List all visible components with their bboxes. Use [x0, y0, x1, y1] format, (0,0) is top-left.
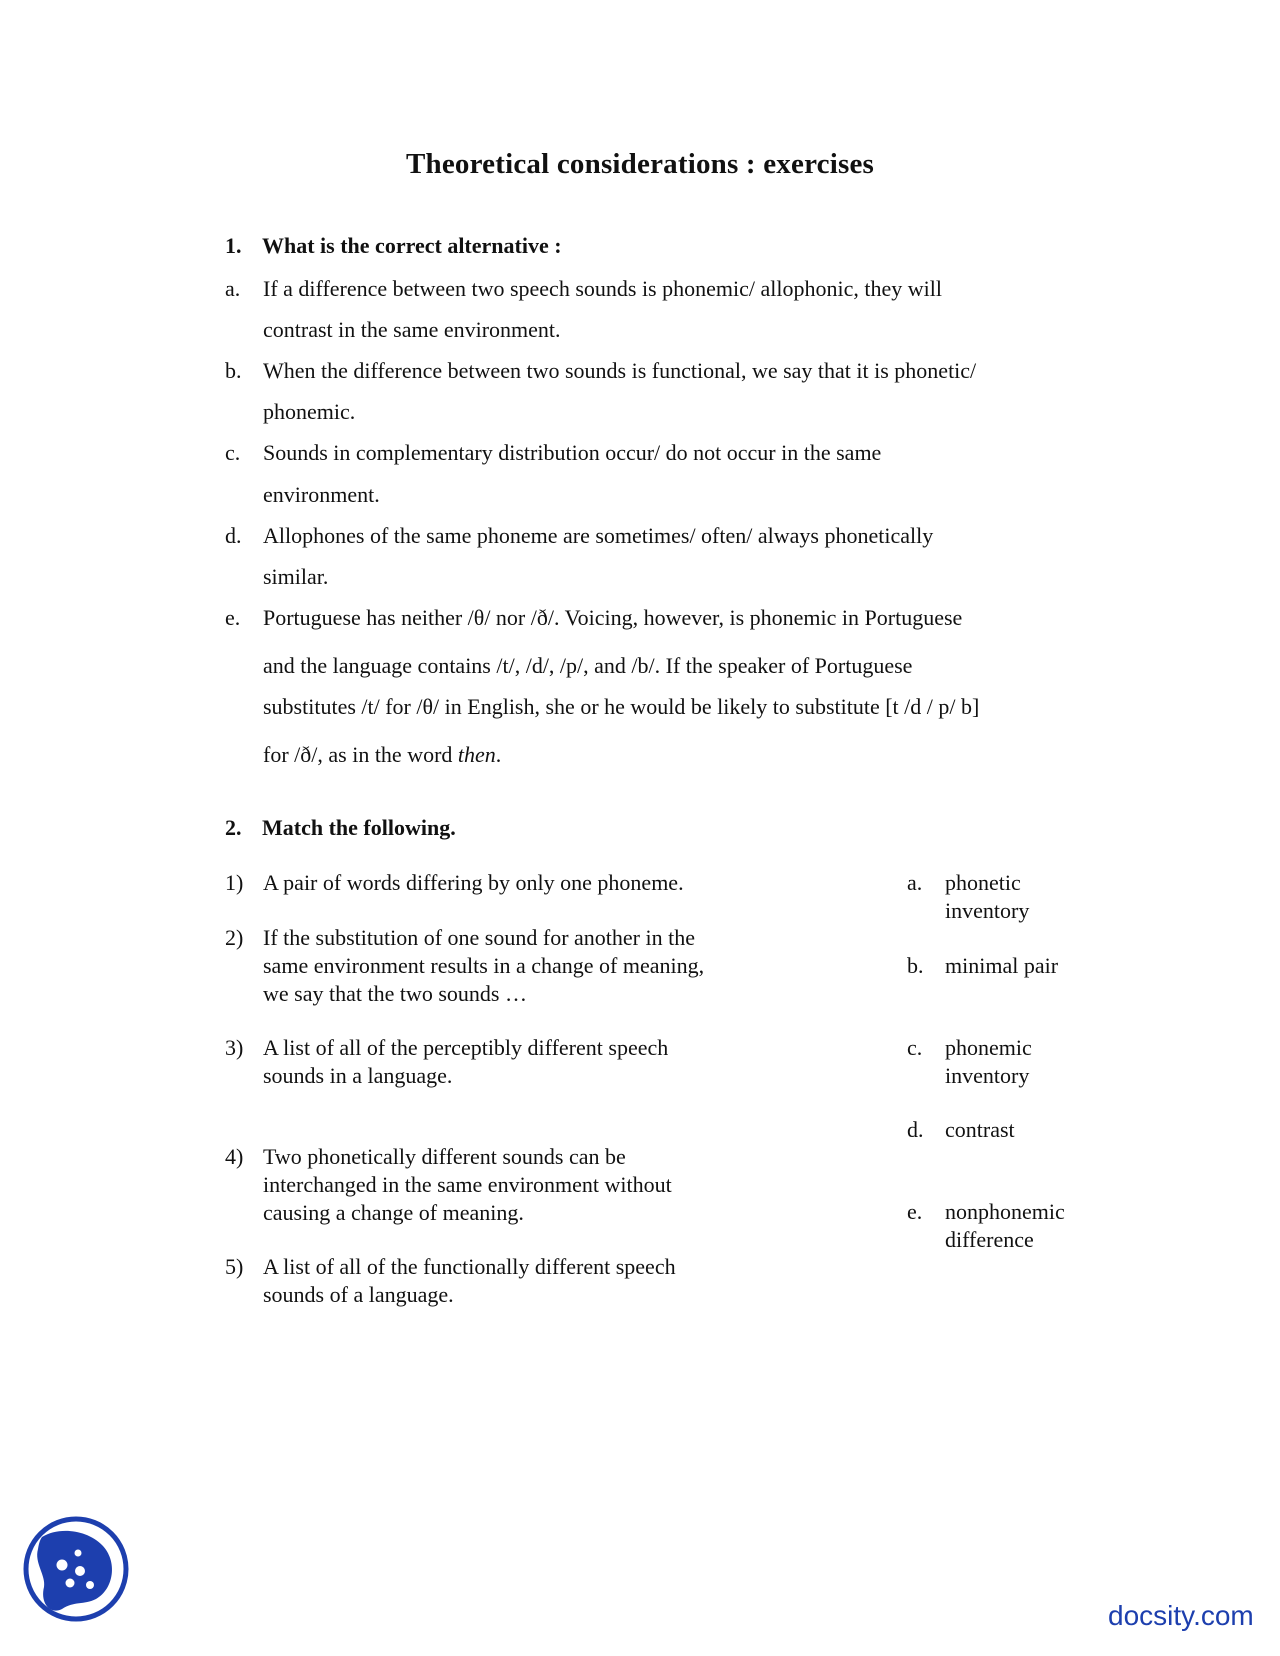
- match-item-1-number: 1): [225, 870, 244, 895]
- question-a-line-1: If a difference between two speech sounds is phonemic/ allophonic, they will: [263, 276, 942, 301]
- match-item-1-line-1: A pair of words differing by only one phoneme.: [263, 870, 684, 895]
- match-option-d-letter: d.: [907, 1117, 924, 1142]
- question-e-line-4: [263, 734, 501, 776]
- match-option-d-line-1: contrast: [945, 1117, 1015, 1142]
- question-a-line-2: contrast in the same environment.: [263, 317, 561, 342]
- question-e-line-4-text: for /ð/, as in the word: [263, 742, 458, 767]
- match-option-b-line-1: minimal pair: [945, 953, 1059, 978]
- question-b-letter: b.: [225, 358, 242, 383]
- docsity-brand-link[interactable]: docsity.com: [1108, 1600, 1254, 1631]
- match-option-e-letter: e.: [907, 1199, 923, 1224]
- match-item-3-number: 3): [225, 1035, 244, 1060]
- match-item-2-line-3: we say that the two sounds …: [263, 981, 527, 1006]
- match-option-b-letter: b.: [907, 953, 924, 978]
- match-item-5-line-1: A list of all of the functionally different speech: [263, 1254, 676, 1279]
- docsity-logo-icon[interactable]: [22, 1515, 130, 1623]
- match-item-5-line-2: sounds of a language.: [263, 1282, 454, 1307]
- question-d-line-2: similar.: [263, 564, 329, 589]
- question-e-line-3: substitutes /t/ for /θ/ in English, she or he would be likely to substitute [t /d / p/ b]: [263, 694, 980, 719]
- match-option-c-letter: c.: [907, 1035, 923, 1060]
- match-item-2-line-1: If the substitution of one sound for another in the: [263, 925, 695, 950]
- section-2-heading: [225, 815, 456, 841]
- section-1-number: 1.: [225, 233, 242, 258]
- match-option-e-line-2: difference: [945, 1227, 1034, 1252]
- section-1-heading: [225, 233, 562, 259]
- question-e-line-1: Portuguese has neither /θ/ nor /ð/. Voicing, however, is phonemic in Portuguese: [263, 605, 963, 630]
- question-d-line-1: Allophones of the same phoneme are sometimes/ often/ always phonetically: [263, 523, 934, 548]
- match-item-4-number: 4): [225, 1144, 244, 1169]
- match-item-4-line-2: interchanged in the same environment without: [263, 1172, 672, 1197]
- question-e-italic-word: then: [457, 742, 496, 767]
- match-option-a-letter: a.: [907, 870, 923, 895]
- question-d-letter: d.: [225, 523, 242, 548]
- match-item-3-line-1: A list of all of the perceptibly different speech: [263, 1035, 669, 1060]
- question-a-letter: a.: [225, 276, 241, 301]
- match-option-c-line-1: phonemic: [945, 1035, 1032, 1060]
- match-item-3-line-2: sounds in a language.: [263, 1063, 453, 1088]
- question-b-line-2: phonemic.: [263, 399, 356, 424]
- question-e-letter: e.: [225, 605, 241, 630]
- match-item-4-line-1: Two phonetically different sounds can be: [263, 1144, 626, 1169]
- match-option-a-line-2: inventory: [945, 898, 1030, 923]
- match-item-2-line-2: same environment results in a change of meaning,: [263, 953, 705, 978]
- match-item-4-line-3: causing a change of meaning.: [263, 1200, 524, 1225]
- section-1-title: What is the correct alternative :: [262, 233, 562, 258]
- match-item-2-number: 2): [225, 925, 244, 950]
- question-b-line-1: When the difference between two sounds is functional, we say that it is phonetic/: [263, 358, 977, 383]
- match-option-a-line-1: phonetic: [945, 870, 1021, 895]
- page-title: Theoretical considerations : exercises: [405, 148, 875, 180]
- match-item-5-number: 5): [225, 1254, 244, 1279]
- question-c-line-2: environment.: [263, 482, 380, 507]
- question-c-line-1: Sounds in complementary distribution occur/ do not occur in the same: [263, 440, 882, 465]
- match-option-c-line-2: inventory: [945, 1063, 1030, 1088]
- question-e-end-punct: .: [495, 742, 502, 767]
- question-c-letter: c.: [225, 440, 241, 465]
- section-2-number: 2.: [225, 815, 242, 840]
- section-2-title: Match the following.: [262, 815, 456, 840]
- match-option-e-line-1: nonphonemic: [945, 1199, 1065, 1224]
- question-e-line-2: and the language contains /t/, /d/, /p/, and /b/. If the speaker of Portuguese: [263, 653, 913, 678]
